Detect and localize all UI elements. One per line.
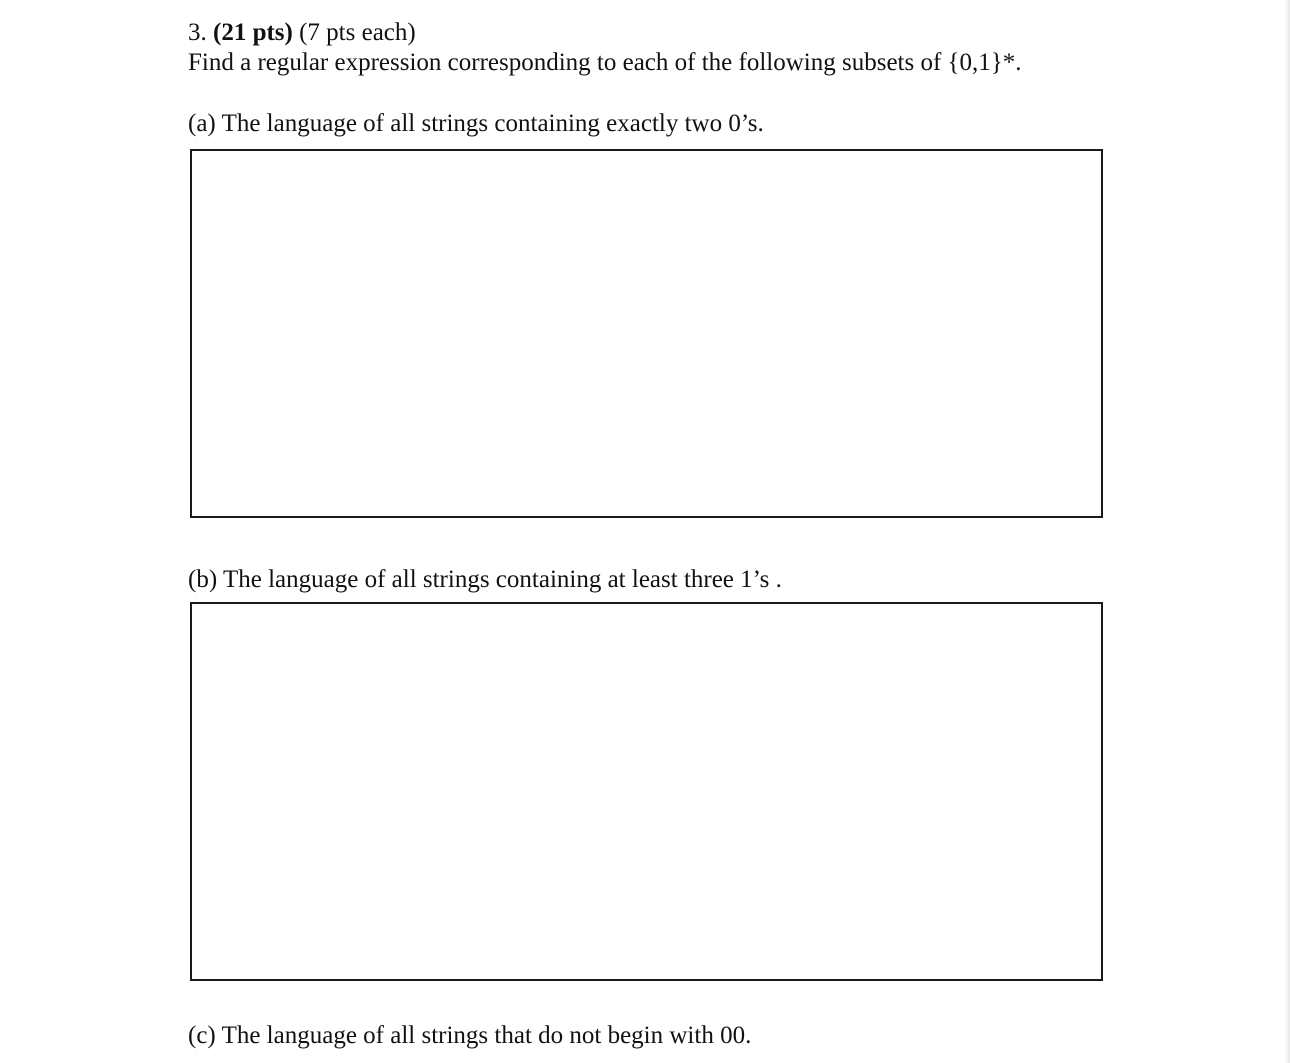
part-b-text: The language of all strings containing at least three 1’s . (222, 566, 782, 593)
part-a-answer-box[interactable] (190, 149, 1103, 518)
part-c-text: The language of all strings that do not begin with 00. (221, 1022, 752, 1049)
question-number: 3. (188, 19, 207, 46)
part-a-prompt (188, 109, 764, 139)
part-a-text: The language of all strings containing exactly two 0’s. (221, 110, 764, 137)
page-edge-shadow (1284, 0, 1290, 1063)
question-points-each: (7 pts each) (299, 19, 416, 46)
part-a-label: (a) (188, 110, 216, 137)
part-c-prompt (188, 1021, 751, 1051)
question-points: (21 pts) (213, 19, 293, 46)
part-b-label: (b) (188, 566, 218, 593)
part-b-answer-box[interactable] (190, 602, 1103, 981)
part-c-label: (c) (188, 1022, 216, 1049)
question-header (188, 18, 416, 48)
question-instruction: Find a regular expression corresponding to each of the following subsets of {0,1}*. (188, 49, 1022, 76)
part-b-prompt (188, 565, 782, 595)
